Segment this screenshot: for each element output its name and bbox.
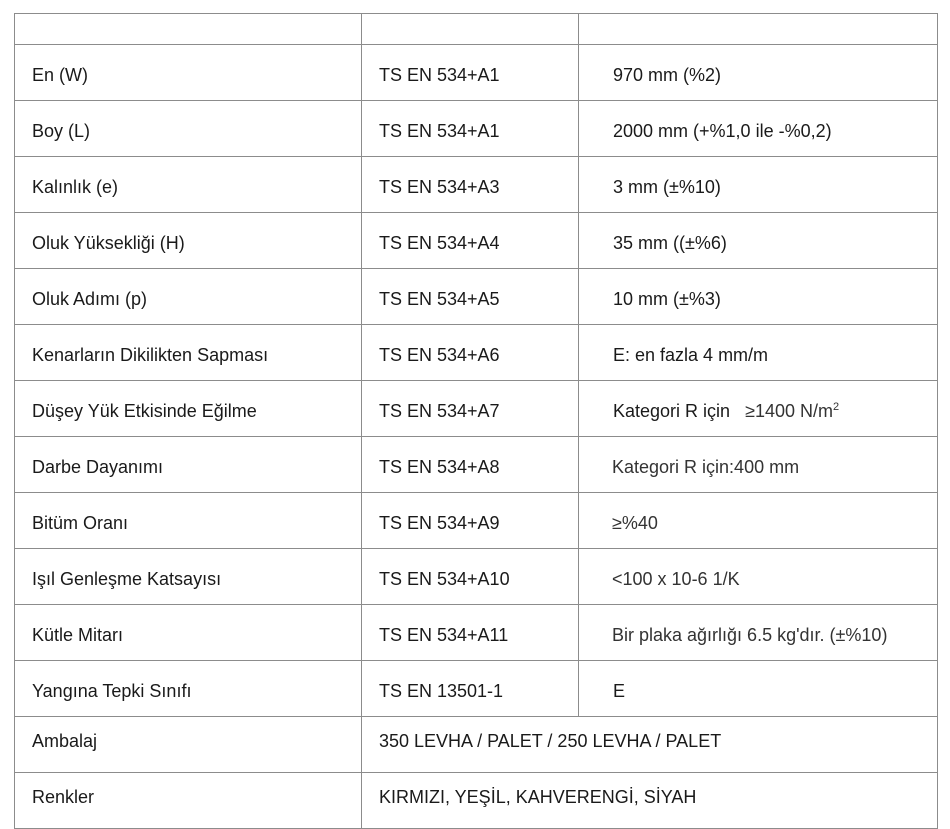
standard-cell: TS EN 534+A1 (362, 45, 579, 101)
property-cell: Düşey Yük Etkisinde Eğilme (15, 381, 362, 437)
property-cell: Yangına Tepki Sınıfı (15, 661, 362, 717)
value-extra: ≥1400 N/m (745, 401, 833, 422)
standard-cell: TS EN 534+A4 (362, 213, 579, 269)
table-row (15, 213, 938, 269)
packaging-row (15, 717, 938, 773)
value-cell: 35 mm ((±%6) (579, 213, 938, 269)
property-cell: Kütle Mitarı (15, 605, 362, 661)
packaging-value: 350 LEVHA / PALET / 250 LEVHA / PALET (362, 717, 938, 773)
standard-cell: TS EN 534+A5 (362, 269, 579, 325)
property-cell: Darbe Dayanımı (15, 437, 362, 493)
value-cell: 970 mm (%2) (579, 45, 938, 101)
table-row (15, 325, 938, 381)
table-row (15, 381, 938, 437)
value-cell: 3 mm (±%10) (579, 157, 938, 213)
value-cell: ≥%40 (579, 493, 938, 549)
property-cell: Oluk Yüksekliği (H) (15, 213, 362, 269)
table-row (15, 157, 938, 213)
table-row (15, 45, 938, 101)
packaging-label: Ambalaj (15, 717, 362, 773)
colors-row (15, 773, 938, 829)
standard-cell: TS EN 534+A9 (362, 493, 579, 549)
header-cell-standard (362, 14, 579, 45)
table-row (15, 493, 938, 549)
value-cell: E: en fazla 4 mm/m (579, 325, 938, 381)
table-row (15, 549, 938, 605)
value-cell: 10 mm (±%3) (579, 269, 938, 325)
standard-cell: TS EN 534+A10 (362, 549, 579, 605)
header-row (15, 14, 938, 45)
value-label: Kategori R için (613, 401, 731, 422)
property-cell: Işıl Genleşme Katsayısı (15, 549, 362, 605)
value-cell (579, 381, 938, 437)
property-cell: Boy (L) (15, 101, 362, 157)
property-cell: Oluk Adımı (p) (15, 269, 362, 325)
value-cell: Kategori R için:400 mm (579, 437, 938, 493)
standard-cell: TS EN 13501-1 (362, 661, 579, 717)
value-cell: Bir plaka ağırlığı 6.5 kg'dır. (±%10) (579, 605, 938, 661)
value-cell: 2000 mm (+%1,0 ile -%0,2) (579, 101, 938, 157)
value-cell: <100 x 10-6 1/K (579, 549, 938, 605)
colors-value: KIRMIZI, YEŞİL, KAHVERENGİ, SİYAH (362, 773, 938, 829)
property-cell: En (W) (15, 45, 362, 101)
spec-table (14, 13, 938, 829)
table-row (15, 101, 938, 157)
property-cell: Kenarların Dikilikten Sapması (15, 325, 362, 381)
standard-cell: TS EN 534+A11 (362, 605, 579, 661)
table-row (15, 269, 938, 325)
standard-cell: TS EN 534+A1 (362, 101, 579, 157)
property-cell: Kalınlık (e) (15, 157, 362, 213)
table-row (15, 661, 938, 717)
standard-cell: TS EN 534+A7 (362, 381, 579, 437)
table-row (15, 605, 938, 661)
standard-cell: TS EN 534+A3 (362, 157, 579, 213)
colors-label: Renkler (15, 773, 362, 829)
table-row (15, 437, 938, 493)
standard-cell: TS EN 534+A8 (362, 437, 579, 493)
header-cell-value (579, 14, 938, 45)
standard-cell: TS EN 534+A6 (362, 325, 579, 381)
header-cell-property (15, 14, 362, 45)
value-cell: E (579, 661, 938, 717)
property-cell: Bitüm Oranı (15, 493, 362, 549)
value-superscript: 2 (833, 401, 840, 414)
